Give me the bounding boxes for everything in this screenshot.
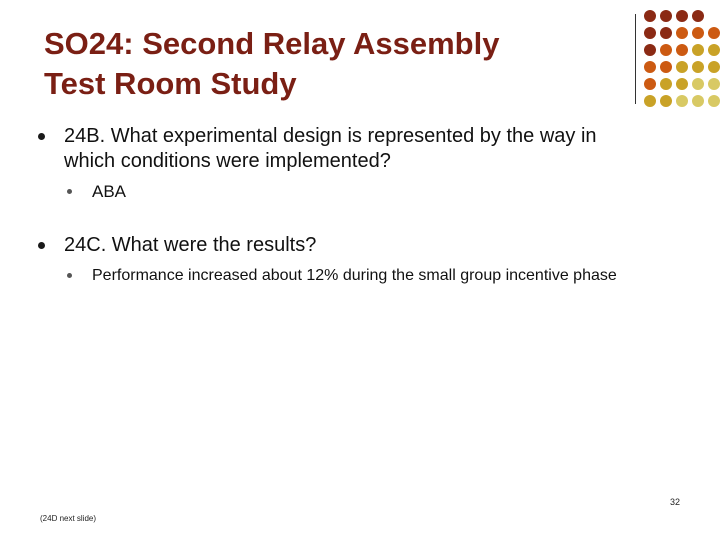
dot	[644, 27, 656, 39]
slide-title	[44, 24, 614, 104]
sub-bullet-marker	[67, 273, 72, 278]
sub-bullet-text: ABA	[92, 182, 127, 201]
dot	[660, 61, 672, 73]
dot	[676, 10, 688, 22]
page-number: 32	[669, 497, 680, 507]
dot	[660, 78, 672, 90]
dot	[692, 61, 704, 73]
bullet-marker	[38, 242, 45, 249]
dot	[676, 44, 688, 56]
dot	[660, 27, 672, 39]
dot	[660, 10, 672, 22]
dot	[644, 61, 656, 73]
dot	[708, 78, 720, 90]
title-divider	[635, 14, 636, 104]
dot	[644, 10, 656, 22]
dot	[660, 95, 672, 107]
dot	[708, 44, 720, 56]
bullet-text: 24B. What experimental design is represented by the way in which conditions were implemented?	[64, 125, 597, 172]
dot	[692, 10, 704, 22]
dot	[676, 61, 688, 73]
dot	[660, 44, 672, 56]
dot	[676, 95, 688, 107]
sub-bullet-text: Performance increased about 12% during the small group incentive phase	[92, 267, 617, 284]
bullet-text: 24C. What were the results?	[64, 234, 317, 256]
dot	[708, 61, 720, 73]
dot	[676, 27, 688, 39]
dot	[692, 78, 704, 90]
dot	[644, 44, 656, 56]
sub-bullet-marker	[67, 189, 72, 194]
bullet-marker	[38, 133, 45, 140]
dot	[708, 95, 720, 107]
dot	[692, 44, 704, 56]
dot	[692, 27, 704, 39]
dot	[644, 95, 656, 107]
title-line-2: Test Room Study	[44, 66, 297, 101]
dot	[708, 27, 720, 39]
title-line-1: SO24: Second Relay Assembly	[44, 26, 500, 61]
footer-note: (24D next slide)	[40, 514, 97, 523]
dot	[692, 95, 704, 107]
dot	[676, 78, 688, 90]
dot	[644, 78, 656, 90]
